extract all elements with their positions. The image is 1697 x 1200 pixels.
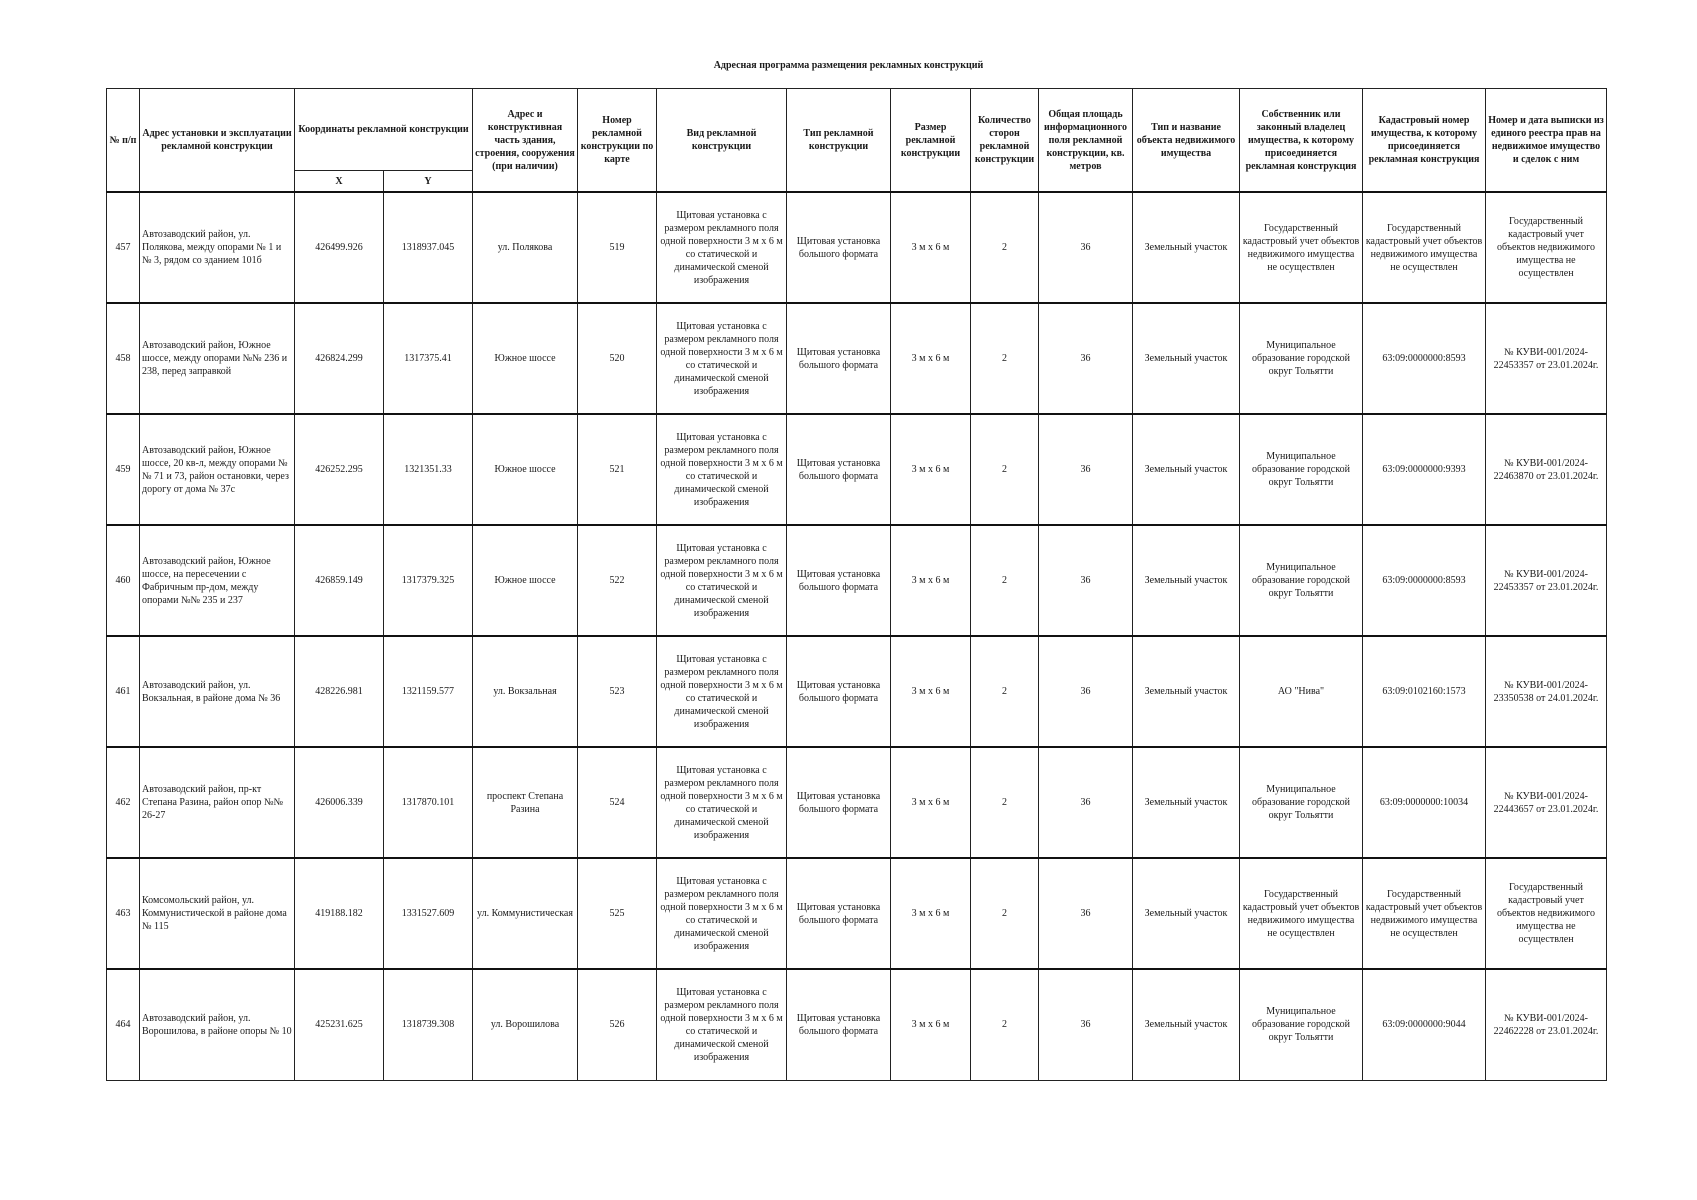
cell-num: 462 [107, 747, 140, 858]
header-size: Размер рекламной конструкции [891, 89, 971, 193]
cell-kind: Щитовая установка с размером рекламного поля одной поверхности 3 м х 6 м со статической и динамической сменой изображения [657, 969, 787, 1080]
cell-x: 426499.926 [295, 192, 384, 303]
cell-y: 1318739.308 [384, 969, 473, 1080]
cell-area: 36 [1039, 747, 1133, 858]
header-type: Тип рекламной конструкции [787, 89, 891, 193]
header-cadastral: Кадастровый номер имущества, к которому присоединяется рекламная конструкция [1363, 89, 1486, 193]
cell-area: 36 [1039, 969, 1133, 1080]
cell-sides: 2 [971, 525, 1039, 636]
header-owner: Собственник или законный владелец имущества, к которому присоединяется рекламная конструкция [1240, 89, 1363, 193]
cell-address: Автозаводский район, Южное шоссе, на пересечении с Фабричным пр-дом, между опорами №№ 235 и 237 [140, 525, 295, 636]
cell-address: Автозаводский район, ул. Вокзальная, в районе дома № 36 [140, 636, 295, 747]
cell-object: Земельный участок [1133, 969, 1240, 1080]
cell-y: 1321159.577 [384, 636, 473, 747]
cell-y: 1317870.101 [384, 747, 473, 858]
cell-object: Земельный участок [1133, 525, 1240, 636]
cell-num: 464 [107, 969, 140, 1080]
cell-map-num: 519 [578, 192, 657, 303]
cell-registry: Государственный кадастровый учет объектов недвижимого имущества не осуществлен [1486, 192, 1607, 303]
cell-area: 36 [1039, 636, 1133, 747]
ad-program-table [106, 88, 1607, 1081]
cell-sides: 2 [971, 192, 1039, 303]
cell-type: Щитовая установка большого формата [787, 636, 891, 747]
cell-kind: Щитовая установка с размером рекламного поля одной поверхности 3 м х 6 м со статической и динамической сменой изображения [657, 525, 787, 636]
cell-type: Щитовая установка большого формата [787, 969, 891, 1080]
cell-x: 419188.182 [295, 858, 384, 969]
cell-num: 458 [107, 303, 140, 414]
table-row [107, 192, 1607, 303]
header-coords: Координаты рекламной конструкции [295, 89, 473, 171]
table-row [107, 636, 1607, 747]
cell-part: ул. Полякова [473, 192, 578, 303]
cell-cadastral: 63:09:0000000:9044 [1363, 969, 1486, 1080]
cell-type: Щитовая установка большого формата [787, 303, 891, 414]
cell-registry: № КУВИ-001/2024-22453357 от 23.01.2024г. [1486, 525, 1607, 636]
table-row [107, 525, 1607, 636]
cell-address: Автозаводский район, Южное шоссе, между опорами №№ 236 и 238, перед заправкой [140, 303, 295, 414]
cell-x: 426006.339 [295, 747, 384, 858]
table-row [107, 747, 1607, 858]
cell-owner: Государственный кадастровый учет объектов недвижимого имущества не осуществлен [1240, 858, 1363, 969]
cell-registry: № КУВИ-001/2024-22462228 от 23.01.2024г. [1486, 969, 1607, 1080]
header-address: Адрес установки и эксплуатации рекламной конструкции [140, 89, 295, 193]
cell-area: 36 [1039, 414, 1133, 525]
cell-type: Щитовая установка большого формата [787, 858, 891, 969]
cell-address: Автозаводский район, Южное шоссе, 20 кв-л, между опорами №№ 71 и 73, район остановки, через дорогу от дома № 37с [140, 414, 295, 525]
cell-cadastral: Государственный кадастровый учет объектов недвижимого имущества не осуществлен [1363, 858, 1486, 969]
cell-num: 461 [107, 636, 140, 747]
table-row [107, 414, 1607, 525]
cell-kind: Щитовая установка с размером рекламного поля одной поверхности 3 м х 6 м со статической и динамической сменой изображения [657, 303, 787, 414]
cell-cadastral: Государственный кадастровый учет объектов недвижимого имущества не осуществлен [1363, 192, 1486, 303]
cell-y: 1317375.41 [384, 303, 473, 414]
cell-area: 36 [1039, 303, 1133, 414]
header-object: Тип и название объекта недвижимого имущества [1133, 89, 1240, 193]
cell-address: Автозаводский район, ул. Ворошилова, в районе опоры № 10 [140, 969, 295, 1080]
cell-num: 460 [107, 525, 140, 636]
cell-object: Земельный участок [1133, 414, 1240, 525]
cell-x: 426252.295 [295, 414, 384, 525]
header-registry: Номер и дата выписки из единого реестра прав на недвижимое имущество и сделок с ним [1486, 89, 1607, 193]
cell-sides: 2 [971, 414, 1039, 525]
cell-size: 3 м х 6 м [891, 858, 971, 969]
cell-sides: 2 [971, 636, 1039, 747]
table-body [107, 192, 1607, 1080]
header-kind: Вид рекламной конструкции [657, 89, 787, 193]
cell-registry: Государственный кадастровый учет объектов недвижимого имущества не осуществлен [1486, 858, 1607, 969]
header-num: № п/п [107, 89, 140, 193]
cell-map-num: 520 [578, 303, 657, 414]
header-map-num: Номер рекламной конструкции по карте [578, 89, 657, 193]
cell-kind: Щитовая установка с размером рекламного поля одной поверхности 3 м х 6 м со статической и динамической сменой изображения [657, 414, 787, 525]
cell-map-num: 526 [578, 969, 657, 1080]
cell-owner: Муниципальное образование городской округ Тольятти [1240, 969, 1363, 1080]
page-title: Адресная программа размещения рекламных конструкций [713, 60, 984, 71]
cell-part: ул. Вокзальная [473, 636, 578, 747]
cell-x: 426824.299 [295, 303, 384, 414]
cell-size: 3 м х 6 м [891, 303, 971, 414]
cell-part: Южное шоссе [473, 414, 578, 525]
cell-object: Земельный участок [1133, 858, 1240, 969]
cell-size: 3 м х 6 м [891, 636, 971, 747]
cell-part: проспект Степана Разина [473, 747, 578, 858]
cell-owner: Муниципальное образование городской округ Тольятти [1240, 525, 1363, 636]
cell-object: Земельный участок [1133, 192, 1240, 303]
cell-type: Щитовая установка большого формата [787, 525, 891, 636]
cell-part: Южное шоссе [473, 303, 578, 414]
cell-x: 426859.149 [295, 525, 384, 636]
cell-address: Автозаводский район, ул. Полякова, между опорами № 1 и № 3, рядом со зданием 101б [140, 192, 295, 303]
cell-part: ул. Ворошилова [473, 969, 578, 1080]
cell-sides: 2 [971, 303, 1039, 414]
cell-owner: АО "Нива" [1240, 636, 1363, 747]
cell-cadastral: 63:09:0102160:1573 [1363, 636, 1486, 747]
cell-size: 3 м х 6 м [891, 192, 971, 303]
cell-size: 3 м х 6 м [891, 969, 971, 1080]
cell-y: 1318937.045 [384, 192, 473, 303]
cell-cadastral: 63:09:0000000:8593 [1363, 525, 1486, 636]
cell-y: 1317379.325 [384, 525, 473, 636]
cell-kind: Щитовая установка с размером рекламного поля одной поверхности 3 м х 6 м со статической и динамической сменой изображения [657, 858, 787, 969]
cell-registry: № КУВИ-001/2024-23350538 от 24.01.2024г. [1486, 636, 1607, 747]
cell-cadastral: 63:09:0000000:10034 [1363, 747, 1486, 858]
cell-sides: 2 [971, 747, 1039, 858]
cell-type: Щитовая установка большого формата [787, 414, 891, 525]
cell-cadastral: 63:09:0000000:8593 [1363, 303, 1486, 414]
cell-type: Щитовая установка большого формата [787, 192, 891, 303]
header-part: Адрес и конструктивная часть здания, строения, сооружения (при наличии) [473, 89, 578, 193]
header-sides: Количество сторон рекламной конструкции [971, 89, 1039, 193]
cell-address: Комсомольский район, ул. Коммунистической в районе дома № 115 [140, 858, 295, 969]
table-row [107, 303, 1607, 414]
cell-map-num: 525 [578, 858, 657, 969]
cell-map-num: 522 [578, 525, 657, 636]
cell-registry: № КУВИ-001/2024-22453357 от 23.01.2024г. [1486, 303, 1607, 414]
cell-size: 3 м х 6 м [891, 414, 971, 525]
cell-y: 1321351.33 [384, 414, 473, 525]
cell-cadastral: 63:09:0000000:9393 [1363, 414, 1486, 525]
cell-kind: Щитовая установка с размером рекламного поля одной поверхности 3 м х 6 м со статической и динамической сменой изображения [657, 747, 787, 858]
cell-map-num: 523 [578, 636, 657, 747]
cell-part: Южное шоссе [473, 525, 578, 636]
cell-kind: Щитовая установка с размером рекламного поля одной поверхности 3 м х 6 м со статической и динамической сменой изображения [657, 192, 787, 303]
cell-area: 36 [1039, 858, 1133, 969]
table-row [107, 969, 1607, 1080]
header-y: Y [384, 171, 473, 193]
cell-registry: № КУВИ-001/2024-22463870 от 23.01.2024г. [1486, 414, 1607, 525]
cell-sides: 2 [971, 969, 1039, 1080]
cell-sides: 2 [971, 858, 1039, 969]
cell-owner: Государственный кадастровый учет объектов недвижимого имущества не осуществлен [1240, 192, 1363, 303]
cell-owner: Муниципальное образование городской округ Тольятти [1240, 414, 1363, 525]
cell-y: 1331527.609 [384, 858, 473, 969]
cell-num: 459 [107, 414, 140, 525]
cell-type: Щитовая установка большого формата [787, 747, 891, 858]
cell-area: 36 [1039, 525, 1133, 636]
cell-num: 457 [107, 192, 140, 303]
cell-x: 425231.625 [295, 969, 384, 1080]
cell-map-num: 521 [578, 414, 657, 525]
cell-owner: Муниципальное образование городской округ Тольятти [1240, 303, 1363, 414]
cell-x: 428226.981 [295, 636, 384, 747]
cell-area: 36 [1039, 192, 1133, 303]
header-x: X [295, 171, 384, 193]
cell-kind: Щитовая установка с размером рекламного поля одной поверхности 3 м х 6 м со статической и динамической сменой изображения [657, 636, 787, 747]
table-row [107, 858, 1607, 969]
cell-object: Земельный участок [1133, 747, 1240, 858]
cell-size: 3 м х 6 м [891, 747, 971, 858]
cell-object: Земельный участок [1133, 303, 1240, 414]
cell-map-num: 524 [578, 747, 657, 858]
cell-part: ул. Коммунистическая [473, 858, 578, 969]
header-area: Общая площадь информационного поля рекламной конструкции, кв. метров [1039, 89, 1133, 193]
cell-num: 463 [107, 858, 140, 969]
cell-object: Земельный участок [1133, 636, 1240, 747]
cell-size: 3 м х 6 м [891, 525, 971, 636]
cell-address: Автозаводский район, пр-кт Степана Разина, район опор №№ 26-27 [140, 747, 295, 858]
cell-owner: Муниципальное образование городской округ Тольятти [1240, 747, 1363, 858]
cell-registry: № КУВИ-001/2024-22443657 от 23.01.2024г. [1486, 747, 1607, 858]
